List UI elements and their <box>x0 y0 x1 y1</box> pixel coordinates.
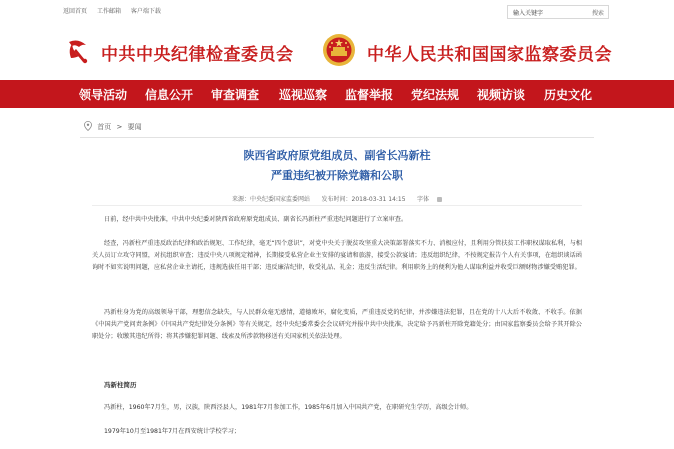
link-work-email[interactable]: 工作邮箱 <box>96 8 121 15</box>
article-date: 发布时间：2018-03-31 14:15 <box>321 196 406 203</box>
nav-item-investigation[interactable]: 审查调查 <box>211 88 260 102</box>
font-size-icon[interactable] <box>437 197 442 202</box>
breadcrumb-current[interactable]: 要闻 <box>127 123 142 131</box>
bio-heading: 冯新柱简历 <box>104 381 137 389</box>
top-utility-bar <box>0 0 674 22</box>
breadcrumb <box>84 121 142 132</box>
nav-item-inspection[interactable]: 巡视巡察 <box>279 88 328 102</box>
party-emblem-icon <box>63 36 93 66</box>
article-paragraph: 经查，冯新柱严重违反政治纪律和政治规矩、工作纪律，毫无“四个意识”，对党中央关于脱贫攻坚重大决策部署落实不力、消极应付，且利用分管扶贫工作职权谋取私利，与相关人员订立攻守同盟，对抗组织审查；违反中央八项规定精神，长期接受私营企业主安排的宴请和旅游，接受公款宴请；违反组织纪律，不按规定报告个人有关事项，在组织谈话函询时不如实说明问题，应私营企业主请托，违规选拔任用干部；违反廉洁纪律，收受礼品、礼金；违反生活纪律。利用职务上的便利为他人谋取利益并收受巨额财物涉嫌受贿犯罪。 <box>92 240 582 271</box>
location-pin-icon <box>84 121 92 131</box>
nsc-title: 中华人民共和国国家监察委员会 <box>367 45 612 65</box>
meta-divider <box>92 205 582 206</box>
bio-line: 冯新柱，1960年7月生，男，汉族，陕西泾县人，1981年7月参加工作，1985年6月加入中国共产党，在职研究生学历，高级会计师。 <box>104 404 473 411</box>
breadcrumb-home[interactable]: 首页 <box>97 123 112 131</box>
ccdi-title: 中共中央纪律检查委员会 <box>101 45 294 65</box>
link-home[interactable]: 返回首页 <box>63 8 88 15</box>
article-paragraph: 日前，经中共中央批准，中共中央纪委对陕西省政府原党组成员、副省长冯新柱严重违纪问题进行了立案审查。 <box>104 216 408 223</box>
search-input[interactable] <box>507 5 609 19</box>
site-header <box>0 22 674 80</box>
nav-item-regulations[interactable]: 党纪法规 <box>411 88 460 102</box>
article-title-line2: 严重违纪被开除党籍和公职 <box>271 169 403 182</box>
nav-item-video[interactable]: 视频访谈 <box>477 88 526 102</box>
national-emblem-icon <box>322 33 356 67</box>
breadcrumb-divider <box>80 137 594 138</box>
utility-links <box>63 6 169 15</box>
breadcrumb-separator: > <box>116 123 123 131</box>
article-title-line1: 陕西省政府原党组成员、副省长冯新柱 <box>243 149 431 162</box>
nav-item-report[interactable]: 监督举报 <box>345 88 394 102</box>
link-client-download[interactable]: 客户端下载 <box>130 8 161 15</box>
font-size-label[interactable]: 字体 <box>417 196 430 203</box>
article-meta <box>0 194 674 203</box>
search-button[interactable]: 搜索 <box>591 10 604 17</box>
main-nav <box>0 80 674 108</box>
nav-item-history[interactable]: 历史文化 <box>544 88 593 102</box>
bio-line: 1979年10月至1981年7月在西安统计学校学习； <box>104 428 241 435</box>
nav-item-leadership[interactable]: 领导活动 <box>79 88 128 102</box>
search-placeholder: 输入关键字 <box>513 10 544 17</box>
article-source: 来源：中央纪委国家监委网站 <box>232 196 311 203</box>
nav-item-info-disclosure[interactable]: 信息公开 <box>145 88 194 102</box>
article-paragraph: 冯新柱身为党的高级领导干部，理想信念缺失，与人民群众毫无感情，道德败坏，腐化变质，严重违反党的纪律，并涉嫌违法犯罪，且在党的十八大后不收敛、不收手。依据《中国共产党问责条例》《中国共产党纪律处分条例》等有关规定，经中央纪委常委会会议研究并报中共中央批准，决定给予冯新柱开除党籍处分；由国家监察委员会给予其开除公职处分；收缴其违纪所得；将其涉嫌犯罪问题、线索及所涉款物移送有关国家机关依法处理。 <box>92 309 582 340</box>
